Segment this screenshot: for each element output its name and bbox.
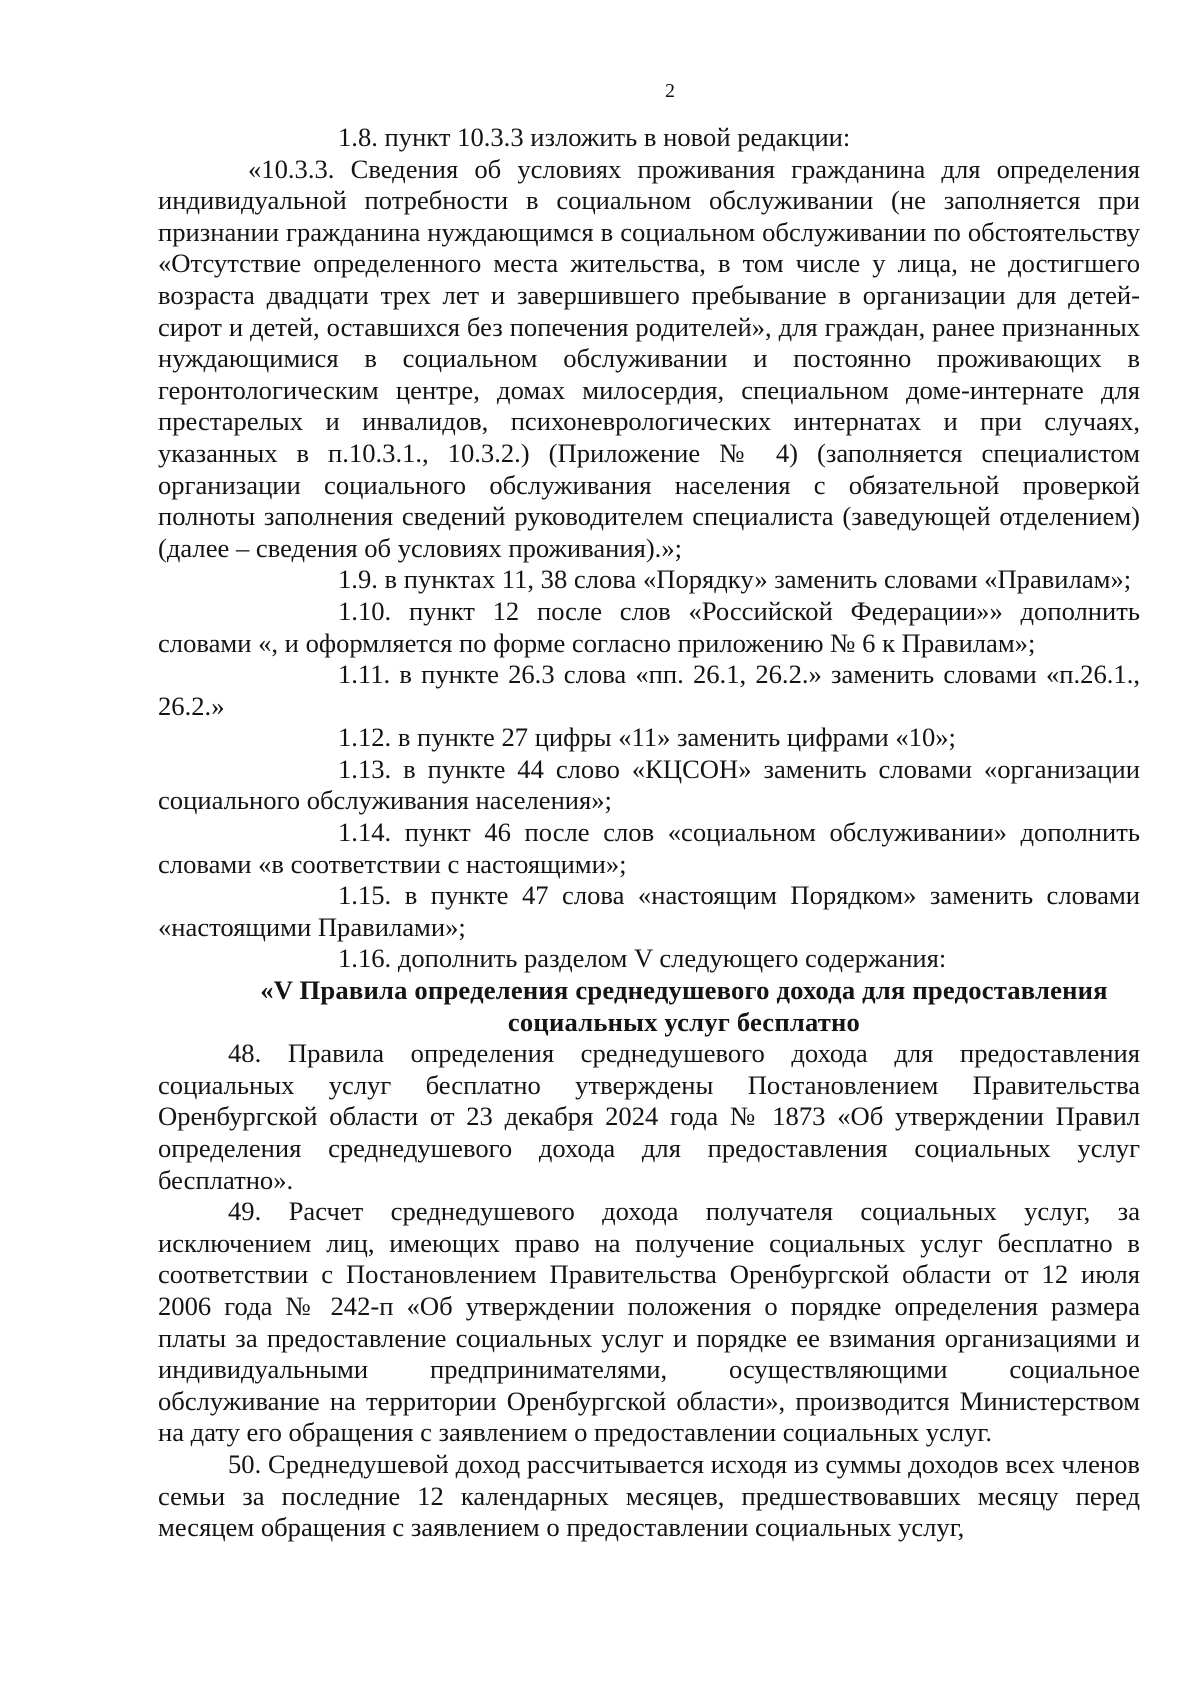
list-item: [158, 943, 1140, 975]
item-number: 1.11.: [338, 659, 391, 690]
quoted-clause: «10.3.3. Сведения об условиях проживания гражданина для определения индивидуальной потребности в социальном обслуживании (не заполняется при признании гражданина нуждающимся в социальном обслуживании по обстоятельству «Отсутствие определенного места жительства, в том числе у лица, не достигшего возраста двадцати трех лет и завершившего пребывание в организации для детей-сирот и детей, оставшихся без попечения родителей», для граждан, ранее признанных нуждающимися в социальном обслуживании и постоянно проживающих в геронтологическим центре, домах милосердия, специальном доме-интернате для престарелых и инвалидов, психоневрологических интернатах и при случаях, указанных в п.10.3.1., 10.3.2.) (Приложение № 4) (заполняется специалистом организации социального обслуживания населения с обязательной проверкой полноты заполнения сведений руководителем специалиста (заведующей отделением) (далее – сведения об условиях проживания).»;: [158, 153, 1140, 563]
section-paragraph: 50. Среднедушевой доход рассчитывается исходя из суммы доходов всех членов семьи за последние 12 календарных месяцев, предшествовавших месяцу перед месяцем обращения с заявлением о предоставлении социальных услуг,: [158, 1448, 1140, 1543]
list-item: [158, 817, 1140, 880]
item-number: 1.10.: [338, 595, 392, 626]
section-paragraph: 48. Правила определения среднедушевого дохода для предоставления социальных услуг бесплатно утверждены Постановлением Правительства Оренбургской области от 23 декабря 2024 года № 1873 «Об утверждении Правил определения среднедушевого дохода для предоставления социальных услуг бесплатно».: [158, 1038, 1140, 1195]
list-item: [158, 596, 1140, 659]
list-item: [158, 122, 1140, 154]
list-item: [158, 722, 1140, 754]
list-item: [158, 564, 1140, 596]
section-paragraph: 49. Расчет среднедушевого дохода получателя социальных услуг, за исключением лиц, имеющих право на получение социальных услуг бесплатно в соответствии с Постановлением Правительства Оренбургской области от 12 июля 2006 года № 242-п «Об утверждении положения о порядке определения размера платы за предоставление социальных услуг и порядке ее взимания организациями и индивидуальными предпринимателями, осуществляющими социальное обслуживание на территории Оренбургской области», производится Министерством на дату его обращения с заявлением о предоставлении социальных услуг.: [158, 1196, 1140, 1448]
list-item: [158, 754, 1140, 817]
list-item: [158, 880, 1140, 943]
item-text: в пунктах 11, 38 слова «Порядку» заменить словами «Правилам»;: [384, 564, 1132, 595]
item-text: дополнить разделом V следующего содержания:: [397, 943, 947, 974]
item-number: 1.12.: [338, 722, 392, 753]
item-number: 1.16.: [338, 943, 392, 974]
list-item: [158, 659, 1140, 722]
item-text: пункт 12 после слов «Российской Федерации»» дополнить словами «, и оформляется по форме согласно приложению № 6 к Правилам»;: [158, 595, 1140, 658]
item-text: в пункте 44 слово «КЦСОН» заменить словами «организации социального обслуживания населения»;: [158, 753, 1140, 816]
item-text: в пункте 26.3 слова «пп. 26.1, 26.2.» заменить словами «п.26.1., 26.2.»: [158, 659, 1140, 721]
page-number: 2: [665, 80, 675, 102]
item-number: 1.15.: [338, 880, 392, 911]
item-number: 1.8.: [338, 122, 378, 152]
section-heading: «V Правила определения среднедушевого дохода для предоставления социальных услуг бесплатно: [260, 975, 1108, 1037]
item-number: 1.14.: [338, 817, 392, 848]
item-number: 1.9.: [338, 564, 378, 595]
item-text: в пункте 27 цифры «11» заменить цифрами «10»;: [397, 722, 956, 753]
item-text: пункт 10.3.3 изложить в новой редакции:: [384, 122, 851, 152]
item-text: в пункте 47 слова «настоящим Порядком» заменить словами «настоящими Правилами»;: [158, 880, 1141, 942]
item-number: 1.13.: [338, 753, 392, 784]
document-body: [158, 122, 1140, 1544]
item-text: пункт 46 после слов «социальном обслуживании» дополнить словами «в соответствии с настоящими»;: [158, 817, 1141, 879]
